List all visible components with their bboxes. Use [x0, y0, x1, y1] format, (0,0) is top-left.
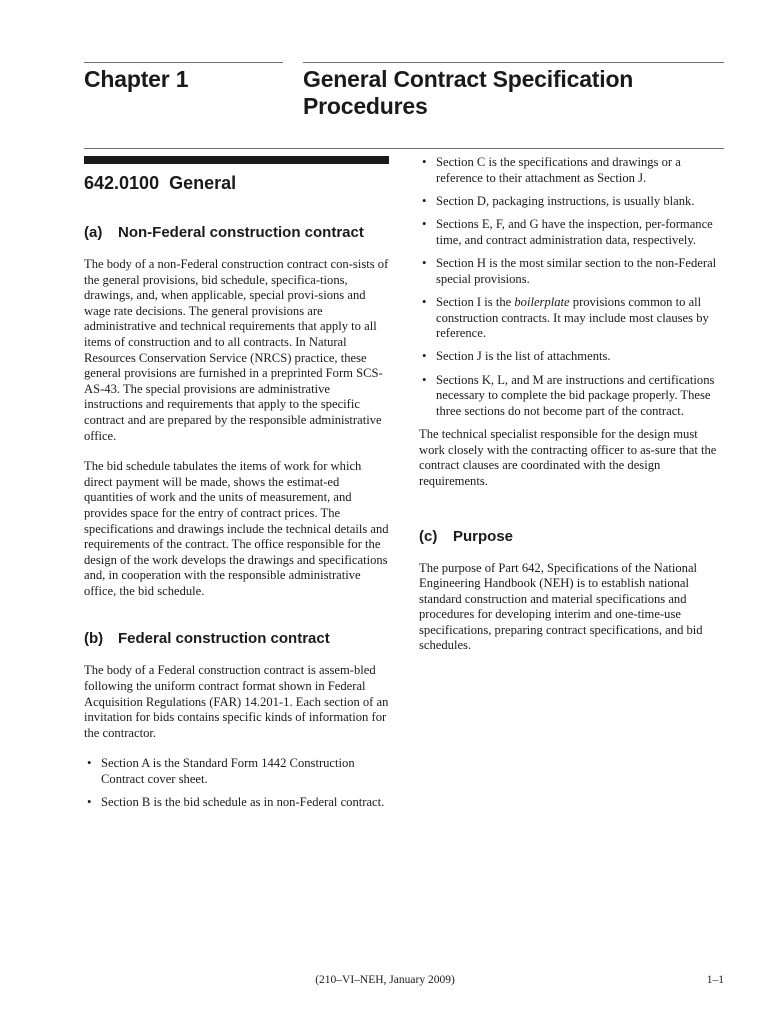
- bullet-i-after: provisions common to all construction contracts. It may include most clauses by reference.: [436, 294, 709, 341]
- section-number: 642.0100: [84, 173, 160, 193]
- section-list-left: [84, 756, 389, 810]
- section-title: General: [169, 173, 237, 193]
- subsection-c-paragraph-1: The purpose of Part 642, Specifications of the National Engineering Handbook (NEH) is to establish national standard construction and material specifications and procedures for developing interim and one-time-use specifications, preparing contract specifications, and bid schedules.: [419, 560, 703, 653]
- header-rule-right: [303, 62, 724, 63]
- page-title-line1: General Contract Specification: [303, 66, 634, 92]
- left-column: [84, 156, 389, 819]
- section-list-right: [419, 155, 725, 419]
- header-rule-left: [84, 62, 283, 63]
- subsection-a-heading: [84, 224, 389, 242]
- bullet-i-emphasis: boilerplate: [514, 294, 570, 309]
- subsection-a-paragraph-1: The body of a non-Federal construction contract con-sists of the general provisions, bid schedule, specifica-tions, drawings, and, when applicable, special provi-sions and wage rate decisions. The general provisions are administrative and technical requirements that apply to all items of construction and to all contracts. In Natural Resources Conservation Service (NRCS) practice, these general provisions are furnished in a preprinted Form SCS-AS-43. The special provisions are administrative instructions and requirements that apply to the specific contract and are prepared by the responsible administrative office.: [84, 257, 389, 443]
- list-item: • Sections E, F, and G have the inspection, per-formance time, and contract administration data, respectively.: [419, 217, 725, 248]
- list-item: [419, 295, 725, 342]
- page-number: 1–1: [706, 974, 724, 986]
- subsection-b-paragraph-1: The body of a Federal construction contract is assem-bled following the uniform contract format shown in Federal Acquisition Regulations (FAR) 14.201-1. Each section of an invitation for bids contains specific kinds of information for the contractor.: [84, 663, 389, 740]
- subsection-b-heading: [84, 630, 389, 648]
- list-item: • Section D, packaging instructions, is usually blank.: [419, 194, 725, 210]
- footer-citation: (210–VI–NEH, January 2009): [315, 974, 455, 986]
- subsection-c-heading: [419, 528, 725, 546]
- subsection-c-label: (c): [419, 527, 438, 545]
- subsection-b-label: (b): [84, 630, 104, 648]
- page-title: [303, 66, 723, 120]
- bullet-i-before: Section I is the: [436, 294, 515, 309]
- chapter-label: Chapter 1: [84, 66, 189, 92]
- subsection-b-title: Federal construction contract: [118, 630, 330, 648]
- subsection-b-paragraph-2: The technical specialist responsible for the design must work closely with the contracting officer to as-sure that the contract clauses are coordinated with the design requirements.: [419, 427, 717, 488]
- header-rule-full: [84, 148, 724, 149]
- list-item: • Section J is the list of attachments.: [419, 349, 725, 365]
- list-item: • Section A is the Standard Form 1442 Construction Contract cover sheet.: [84, 756, 389, 787]
- right-column: [419, 155, 725, 654]
- list-item: • Section B is the bid schedule as in non-Federal contract.: [84, 795, 389, 811]
- list-item: • Sections K, L, and M are instructions and certifications necessary to complete the bid package properly. These three sections do not become part of the contract.: [419, 373, 725, 420]
- section-bar: [84, 156, 389, 164]
- subsection-a-title: Non-Federal construction contract: [118, 224, 364, 241]
- page-title-line2: Procedures: [303, 93, 428, 119]
- list-item: • Section H is the most similar section to the non-Federal special provisions.: [419, 256, 725, 287]
- subsection-a-paragraph-2: The bid schedule tabulates the items of work for which direct payment will be made, shows the estimat-ed quantities of work and the units of measurement, and provides space for the entry of contract prices. The specifications and drawings include the technical details and requirements of the contract. The office responsible for the design of the work develops the drawings and specifications and, in cooperation with the responsible administrative office, the bid schedule.: [84, 459, 389, 598]
- section-heading: [84, 172, 389, 194]
- subsection-c-title: Purpose: [453, 527, 514, 545]
- subsection-a-label: (a): [84, 224, 103, 241]
- list-item: • Section C is the specifications and drawings or a reference to their attachment as Section J.: [419, 155, 725, 186]
